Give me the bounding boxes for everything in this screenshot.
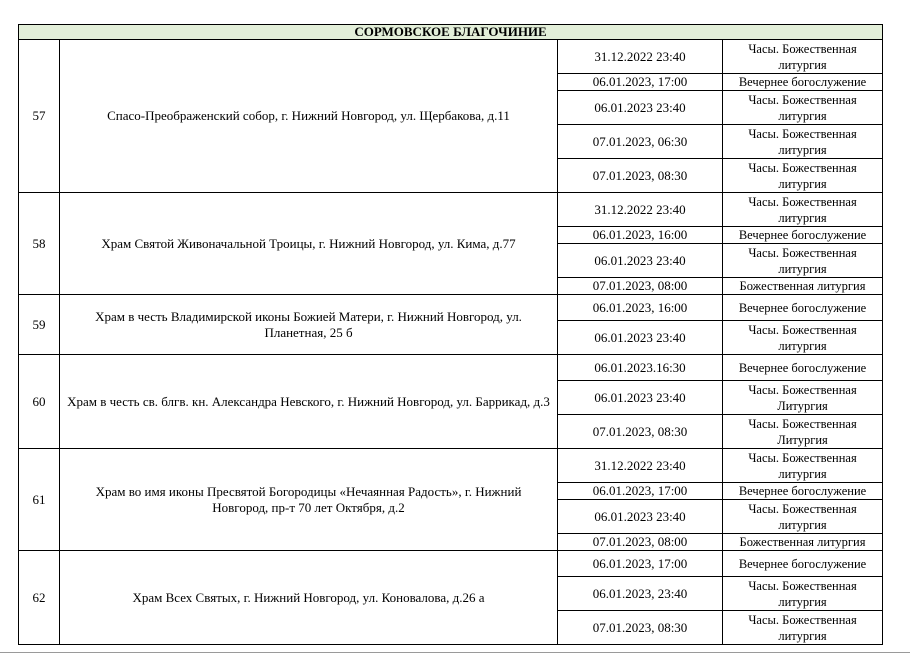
church-name: Спасо-Преображенский собор, г. Нижний Новгород, ул. Щербакова, д.11 xyxy=(60,40,558,193)
service-datetime: 31.12.2022 23:40 xyxy=(558,40,723,74)
service-name: Часы. Божественная Литургия xyxy=(723,415,883,449)
service-name: Вечернее богослужение xyxy=(723,295,883,321)
church-name: Храм Всех Святых, г. Нижний Новгород, ул. Коновалова, д.26 а xyxy=(60,551,558,645)
church-number: 61 xyxy=(19,449,60,551)
service-datetime: 31.12.2022 23:40 xyxy=(558,193,723,227)
service-datetime: 06.01.2023, 17:00 xyxy=(558,483,723,500)
service-datetime: 06.01.2023.16:30 xyxy=(558,355,723,381)
service-name: Часы. Божественная литургия xyxy=(723,159,883,193)
service-datetime: 07.01.2023, 06:30 xyxy=(558,125,723,159)
service-name: Часы. Божественная литургия xyxy=(723,125,883,159)
service-name: Вечернее богослужение xyxy=(723,551,883,577)
church-row xyxy=(19,449,883,483)
church-row xyxy=(19,295,883,321)
service-datetime: 06.01.2023 23:40 xyxy=(558,381,723,415)
service-name: Часы. Божественная литургия xyxy=(723,40,883,74)
church-name: Храм в честь св. блгв. кн. Александра Невского, г. Нижний Новгород, ул. Баррикад, д.3 xyxy=(60,355,558,449)
church-number: 62 xyxy=(19,551,60,645)
service-datetime: 06.01.2023, 17:00 xyxy=(558,74,723,91)
service-name: Часы. Божественная литургия xyxy=(723,193,883,227)
service-datetime: 06.01.2023, 16:00 xyxy=(558,295,723,321)
service-datetime: 07.01.2023, 08:00 xyxy=(558,534,723,551)
service-datetime: 31.12.2022 23:40 xyxy=(558,449,723,483)
service-datetime: 07.01.2023, 08:30 xyxy=(558,159,723,193)
church-row xyxy=(19,551,883,577)
service-name: Вечернее богослужение xyxy=(723,355,883,381)
service-datetime: 06.01.2023 23:40 xyxy=(558,500,723,534)
service-name: Вечернее богослужение xyxy=(723,483,883,500)
church-row xyxy=(19,193,883,227)
church-number: 57 xyxy=(19,40,60,193)
church-row xyxy=(19,355,883,381)
church-name: Храм Святой Живоначальной Троицы, г. Нижний Новгород, ул. Кима, д.77 xyxy=(60,193,558,295)
service-datetime: 07.01.2023, 08:30 xyxy=(558,415,723,449)
schedule-sheet xyxy=(18,24,882,645)
service-name: Часы. Божественная литургия xyxy=(723,244,883,278)
service-name: Божественная литургия xyxy=(723,534,883,551)
service-name: Божественная литургия xyxy=(723,278,883,295)
service-datetime: 07.01.2023, 08:30 xyxy=(558,611,723,645)
service-name: Часы. Божественная литургия xyxy=(723,449,883,483)
church-number: 60 xyxy=(19,355,60,449)
section-title: СОРМОВСКОЕ БЛАГОЧИНИЕ xyxy=(19,25,883,40)
service-name: Часы. Божественная литургия xyxy=(723,611,883,645)
service-name: Часы. Божественная литургия xyxy=(723,321,883,355)
page-bottom-rule xyxy=(0,652,910,653)
service-name: Вечернее богослужение xyxy=(723,74,883,91)
church-row xyxy=(19,40,883,74)
service-datetime: 06.01.2023, 16:00 xyxy=(558,227,723,244)
church-number: 58 xyxy=(19,193,60,295)
service-datetime: 06.01.2023 23:40 xyxy=(558,91,723,125)
schedule-table xyxy=(18,24,883,645)
section-header-row xyxy=(19,25,883,40)
service-name: Часы. Божественная Литургия xyxy=(723,381,883,415)
service-name: Вечернее богослужение xyxy=(723,227,883,244)
service-datetime: 06.01.2023 23:40 xyxy=(558,244,723,278)
church-name: Храм в честь Владимирской иконы Божией Матери, г. Нижний Новгород, ул. Планетная, 25 б xyxy=(60,295,558,355)
service-datetime: 06.01.2023, 17:00 xyxy=(558,551,723,577)
service-name: Часы. Божественная литургия xyxy=(723,577,883,611)
service-datetime: 06.01.2023, 23:40 xyxy=(558,577,723,611)
service-datetime: 07.01.2023, 08:00 xyxy=(558,278,723,295)
church-number: 59 xyxy=(19,295,60,355)
church-name: Храм во имя иконы Пресвятой Богородицы «Нечаянная Радость», г. Нижний Новгород, пр-т 70 лет Октября, д.2 xyxy=(60,449,558,551)
service-name: Часы. Божественная литургия xyxy=(723,500,883,534)
service-datetime: 06.01.2023 23:40 xyxy=(558,321,723,355)
service-name: Часы. Божественная литургия xyxy=(723,91,883,125)
